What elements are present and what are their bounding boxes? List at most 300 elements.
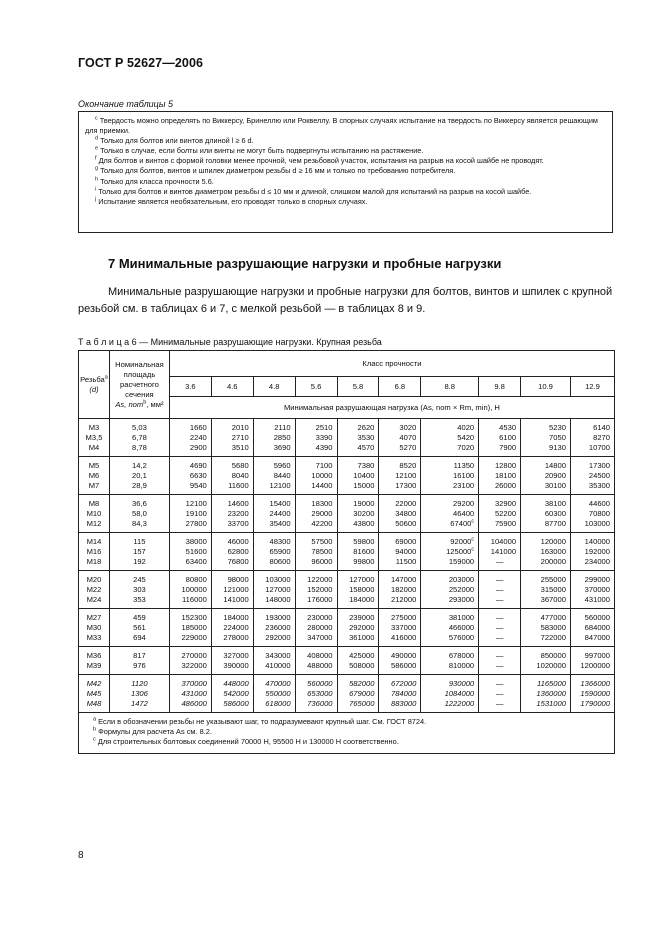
load-value: 583000 [540, 623, 566, 632]
load-value: 24400 [269, 509, 291, 518]
load-value: 2620 [357, 423, 375, 432]
area-value: 28,9 [132, 481, 147, 490]
load-value: — [495, 651, 504, 660]
load-value: 292000 [265, 633, 291, 642]
load-value: 230000 [307, 613, 333, 622]
table-row-group [79, 609, 615, 647]
area-value: 353 [133, 595, 146, 604]
load-value: 94000 [395, 547, 417, 556]
load-value: 46400 [453, 509, 475, 518]
load-value: 361000 [349, 633, 375, 642]
load-value: 4690 [189, 461, 207, 470]
load-value: 23200 [227, 509, 249, 518]
load-value: 255000 [540, 575, 566, 584]
load-value: 14600 [227, 499, 249, 508]
load-cell [253, 419, 295, 457]
load-value: 416000 [390, 633, 417, 642]
load-value: 140000 [584, 537, 610, 546]
load-value: 127000 [349, 575, 375, 584]
load-value: 488000 [307, 661, 333, 670]
load-value: 30200 [353, 509, 375, 518]
table-row-group [79, 675, 615, 713]
load-value: 1084000 [444, 689, 475, 698]
load-value: 736000 [307, 699, 333, 708]
thread-value: M5 [88, 461, 100, 470]
load-cell [379, 647, 421, 675]
load-value: 1165000 [536, 679, 566, 688]
load-value: 141000 [223, 595, 249, 604]
load-cell [295, 457, 337, 495]
load-cell [295, 609, 337, 647]
load-value: 43800 [353, 519, 375, 528]
thread-value: M3 [88, 423, 100, 432]
load-cell [521, 457, 571, 495]
load-value: — [495, 633, 504, 642]
load-value: 19100 [185, 509, 207, 518]
load-value: 81600 [353, 547, 375, 556]
load-value: 12800 [494, 461, 517, 470]
load-value: 14400 [311, 481, 333, 490]
load-value: 850000 [540, 651, 566, 660]
load-value: 448000 [223, 679, 249, 688]
load-value: 2900 [189, 443, 207, 452]
load-value: 470000 [265, 679, 291, 688]
load-value: 2240 [189, 433, 207, 442]
load-value: 17300 [588, 461, 610, 470]
load-value: 5680 [231, 461, 249, 470]
load-value: 152300 [181, 613, 207, 622]
area-value: 694 [133, 633, 146, 642]
thread-value: M14 [86, 537, 102, 546]
load-value: — [495, 679, 504, 688]
area-value: 84,3 [132, 519, 147, 528]
col-header-thread: Резьба$^a$ (d) [79, 351, 110, 419]
area-cell [109, 571, 169, 609]
load-value: 278000 [223, 633, 249, 642]
load-value: 200000 [540, 557, 566, 566]
area-cell [109, 647, 169, 675]
load-value: 280000 [307, 623, 333, 632]
load-cell [295, 495, 337, 533]
load-header: Минимальная разрушающая нагрузка (As, nom × Rm, min), Н [169, 397, 614, 419]
load-value: 9540 [189, 481, 207, 490]
load-cell [169, 419, 211, 457]
load-cell [421, 675, 479, 713]
load-value: 11500 [395, 557, 417, 566]
load-cell [570, 533, 614, 571]
body-paragraph: Минимальные разрушающие нагрузки и пробные нагрузки для болтов, винтов и шпилек с крупной резьбой см. в таблицах 6 и 7, с мелкой резьбой — в таблицах 8 и 9. [78, 286, 613, 315]
load-value: 59800 [353, 537, 375, 546]
area-cell [109, 495, 169, 533]
area-value: 1120 [131, 679, 148, 688]
load-value: 14800 [544, 461, 566, 470]
load-value: 784000 [390, 689, 417, 698]
load-value: 582000 [349, 679, 375, 688]
load-cell [479, 419, 521, 457]
load-value: 184000 [223, 613, 249, 622]
area-value: 5,03 [132, 423, 147, 432]
load-value: 12100 [395, 471, 417, 480]
table5-continuation-caption: Окончание таблицы 5 [78, 99, 173, 109]
load-cell [521, 419, 571, 457]
load-value: 678000 [448, 651, 475, 660]
load-value: 431000 [181, 689, 207, 698]
load-value: 163000 [540, 547, 566, 556]
load-value: 2710 [231, 433, 249, 442]
load-value: 103000 [584, 519, 610, 528]
load-value: 4070 [399, 433, 417, 442]
load-cell [337, 675, 379, 713]
load-value: 560000 [584, 613, 610, 622]
load-value: 270000 [181, 651, 207, 660]
thread-value: M39 [86, 661, 102, 670]
class-col-header: 4.8 [253, 377, 295, 397]
table5-note: $^h$ Только для класса прочности 5.6. [95, 176, 214, 186]
load-cell [211, 609, 253, 647]
table5-notes-box [78, 111, 613, 233]
load-value: 8040 [231, 471, 249, 480]
load-value: 121000 [223, 585, 249, 594]
load-value: 542000 [223, 689, 249, 698]
load-cell [570, 609, 614, 647]
load-cell [295, 419, 337, 457]
load-value: 8520 [399, 461, 417, 470]
load-value: 7380 [357, 461, 375, 470]
load-value: 9130 [549, 443, 566, 452]
load-value: 44600 [588, 499, 610, 508]
load-value: 930000 [448, 679, 475, 688]
thread-value: M48 [86, 699, 102, 708]
load-value: 15000 [353, 481, 375, 490]
area-value: 1472 [130, 699, 148, 708]
area-value: 36,6 [132, 499, 147, 508]
table5-note: $^f$ Для болтов и винтов с формой головки менее прочной, чем резьбовой участок, испытания на разрыв на косой шайбе не проводят. [95, 155, 544, 166]
thread-value: M20 [86, 575, 102, 584]
load-value: 229000 [181, 633, 207, 642]
thread-value: M12 [86, 519, 102, 528]
load-cell [479, 457, 521, 495]
table-row-group [79, 647, 615, 675]
load-value: 159000 [448, 557, 475, 566]
area-value: 115 [133, 537, 146, 546]
load-value: 38100 [544, 499, 566, 508]
load-value: 810000 [448, 661, 475, 670]
load-value: 3020 [399, 423, 417, 432]
area-value: 192 [133, 557, 146, 566]
thread-value: M24 [86, 595, 102, 604]
load-cell [379, 609, 421, 647]
load-value: 1360000 [536, 689, 566, 698]
load-cell [169, 571, 211, 609]
area-value: 245 [133, 575, 146, 584]
load-value: 176000 [307, 595, 333, 604]
load-cell [337, 609, 379, 647]
load-value: 347000 [307, 633, 333, 642]
load-value: 2010 [231, 423, 249, 432]
load-cell [479, 571, 521, 609]
class-col-header: 9.8 [479, 377, 521, 397]
load-value: 381000 [448, 613, 475, 622]
class-col-header: 10.9 [521, 377, 571, 397]
load-value: 5420 [457, 433, 475, 442]
load-cell [479, 609, 521, 647]
load-value: 141000 [490, 547, 517, 556]
area-value: 6,78 [132, 433, 147, 442]
thread-cell [79, 457, 110, 495]
load-cell [570, 495, 614, 533]
thread-cell [79, 609, 110, 647]
load-cell [379, 457, 421, 495]
thread-value: M8 [88, 499, 100, 508]
load-value: — [495, 623, 504, 632]
load-value: 148000 [265, 595, 291, 604]
thread-value: M18 [86, 557, 102, 566]
load-value: 653000 [307, 689, 333, 698]
load-value: 122000 [307, 575, 333, 584]
load-value: 4530 [499, 423, 517, 432]
area-value: 157 [133, 547, 146, 556]
load-value: 293000 [448, 595, 475, 604]
load-value: 8270 [593, 433, 610, 442]
load-cell [211, 533, 253, 571]
load-cell [253, 533, 295, 571]
load-value: 343000 [265, 651, 291, 660]
load-value: 185000 [181, 623, 207, 632]
load-cell [521, 647, 571, 675]
load-cell [169, 533, 211, 571]
area-value: 58,0 [132, 509, 147, 518]
load-value: 10000 [311, 471, 333, 480]
load-value: 322000 [181, 661, 207, 670]
load-value: 3530 [357, 433, 375, 442]
load-value: 370000 [181, 679, 207, 688]
load-value: 18100 [494, 471, 517, 480]
load-value: 32900 [494, 499, 517, 508]
load-value: 99800 [353, 557, 375, 566]
table5-note: $^e$ Только в случае, если болты или винты не могут быть подвергнуты испытанию на растяжение. [95, 145, 424, 156]
class-col-header: 5.8 [337, 377, 379, 397]
load-value: 8440 [273, 471, 291, 480]
load-cell [421, 533, 479, 571]
load-cell [570, 457, 614, 495]
load-value: — [495, 661, 504, 670]
load-value: 22000 [395, 499, 417, 508]
load-value: 6630 [189, 471, 207, 480]
load-cell [479, 533, 521, 571]
load-value: 116000 [182, 595, 207, 604]
load-value: 50600 [395, 519, 417, 528]
area-cell [109, 609, 169, 647]
load-value: 234000 [584, 557, 610, 566]
load-value: 60300 [544, 509, 566, 518]
thread-value: M45 [86, 689, 102, 698]
load-cell [253, 457, 295, 495]
load-value: 29000 [311, 509, 333, 518]
load-value: 20900 [544, 471, 566, 480]
load-value: 239000 [349, 613, 375, 622]
load-value: 30100 [544, 481, 566, 490]
load-value: 23100 [453, 481, 475, 490]
load-value: 12100 [185, 499, 207, 508]
area-value: 20,1 [132, 471, 147, 480]
load-value: 7050 [549, 433, 566, 442]
area-cell [109, 457, 169, 495]
load-cell [421, 647, 479, 675]
load-value: 1790000 [580, 699, 610, 708]
thread-value: M6 [88, 471, 100, 480]
load-value: 38000 [185, 537, 207, 546]
load-value: 477000 [540, 613, 566, 622]
load-value: 586000 [390, 661, 417, 670]
thread-value: M3,5 [85, 433, 103, 442]
load-cell [337, 419, 379, 457]
load-value: 408000 [307, 651, 333, 660]
load-value: 5270 [399, 443, 417, 452]
class-col-header: 5.6 [295, 377, 337, 397]
load-cell [479, 675, 521, 713]
section-title: 7 Минимальные разрушающие нагрузки и пробные нагрузки [108, 256, 502, 271]
load-cell [379, 419, 421, 457]
load-value: 2850 [273, 433, 291, 442]
load-value: 152000 [307, 585, 333, 594]
load-value: 466000 [448, 623, 475, 632]
table-row-group [79, 533, 615, 571]
load-cell [211, 457, 253, 495]
load-value: 1200000 [580, 661, 610, 670]
load-cell [479, 647, 521, 675]
load-cell [169, 609, 211, 647]
load-cell [379, 533, 421, 571]
load-value: 1366000 [580, 679, 610, 688]
load-value: 410000 [265, 661, 291, 670]
table6-caption: Т а б л и ц а 6 — Минимальные разрушающие нагрузки. Крупная резьба [78, 337, 382, 347]
load-value: 3390 [315, 433, 333, 442]
load-value: 192000 [584, 547, 610, 556]
load-value: 125000$^c$ [446, 546, 475, 556]
load-value: — [495, 585, 504, 594]
thread-value: M4 [88, 443, 100, 452]
load-value: 299000 [584, 575, 610, 584]
load-cell [421, 457, 479, 495]
load-value: 63400 [185, 557, 207, 566]
table6-footnote: $^c$ Для строительных болтовых соединений 70000 Н, 95500 Н и 130000 Н соответственно. [93, 736, 399, 747]
thread-cell [79, 495, 110, 533]
load-value: 57500 [311, 537, 333, 546]
area-cell [109, 533, 169, 571]
load-value: 35400 [269, 519, 291, 528]
load-value: 46000 [227, 537, 249, 546]
page-number: 8 [78, 850, 84, 861]
load-value: 292000 [349, 623, 375, 632]
load-value: 883000 [390, 699, 417, 708]
area-cell [109, 675, 169, 713]
load-cell [211, 675, 253, 713]
load-value: 847000 [584, 633, 610, 642]
load-value: 29200 [453, 499, 475, 508]
area-value: 817 [133, 651, 146, 660]
load-value: 75900 [494, 519, 517, 528]
load-cell [570, 419, 614, 457]
load-value: 765000 [349, 699, 375, 708]
load-value: 67400$^c$ [450, 518, 475, 528]
load-value: 80800 [185, 575, 207, 584]
load-value: 586000 [223, 699, 249, 708]
load-value: 65900 [269, 547, 291, 556]
load-value: 1020000 [536, 661, 566, 670]
load-value: 182000 [390, 585, 417, 594]
table5-note: $^i$ Только для болтов и винтов диаметром резьбы d ≤ 10 мм и длиной, слишком малой для испытаний на разрыв на косой шайбе. [95, 186, 532, 196]
load-value: 1590000 [580, 689, 610, 698]
area-value: 976 [133, 661, 146, 670]
load-cell [169, 457, 211, 495]
load-value: 576000 [448, 633, 475, 642]
load-value: 10400 [353, 471, 375, 480]
area-value: 459 [133, 613, 146, 622]
load-cell [479, 495, 521, 533]
load-value: 4020 [457, 423, 475, 432]
load-value: 425000 [349, 651, 375, 660]
load-cell [169, 675, 211, 713]
load-value: 16100 [453, 471, 475, 480]
load-value: — [495, 557, 504, 566]
load-cell [521, 495, 571, 533]
load-cell [169, 647, 211, 675]
load-value: 486000 [181, 699, 207, 708]
load-cell [295, 571, 337, 609]
thread-value: M16 [86, 547, 102, 556]
area-cell [109, 419, 169, 457]
load-value: 315000 [540, 585, 566, 594]
load-value: 560000 [307, 679, 333, 688]
load-value: 92000$^c$ [450, 536, 475, 546]
thread-cell [79, 675, 110, 713]
load-value: 3690 [273, 443, 291, 452]
load-value: 722000 [540, 633, 566, 642]
area-value: 561 [133, 623, 146, 632]
col-header-area: Номинальная площадь расчетного сечения As, nom$^b$, мм² [109, 351, 169, 419]
load-value: 2110 [274, 423, 291, 432]
thread-value: M27 [86, 613, 102, 622]
load-value: 34800 [395, 509, 417, 518]
document-header: ГОСТ Р 52627—2006 [78, 56, 204, 70]
load-value: 6140 [593, 423, 610, 432]
load-value: 62800 [227, 547, 249, 556]
load-value: 7020 [457, 443, 475, 452]
load-value: 212000 [390, 595, 417, 604]
load-value: 100000 [181, 585, 207, 594]
load-value: 15400 [269, 499, 291, 508]
load-value: 11600 [228, 481, 249, 490]
load-value: 679000 [349, 689, 375, 698]
load-value: — [495, 595, 504, 604]
load-cell [211, 647, 253, 675]
load-value: 224000 [223, 623, 249, 632]
load-cell [421, 609, 479, 647]
table5-note: $^c$ Твердость можно определять по Виккерсу, Бринеллю или Роквеллу. В спорных случаях испытание на твердость по Виккерсу является решающим для приемки. [85, 115, 598, 136]
load-value: 24500 [588, 471, 610, 480]
thread-value: M36 [86, 651, 102, 660]
load-value: 3510 [231, 443, 249, 452]
table6 [78, 350, 615, 754]
table6-footnotes [79, 713, 615, 754]
load-cell [211, 419, 253, 457]
area-value: 8,78 [132, 443, 147, 452]
load-value: 5960 [273, 461, 291, 470]
table6-footnote: $^b$ Формулы для расчета As см. 8.2. [93, 726, 212, 737]
load-value: — [495, 613, 504, 622]
load-cell [521, 609, 571, 647]
load-cell [570, 571, 614, 609]
